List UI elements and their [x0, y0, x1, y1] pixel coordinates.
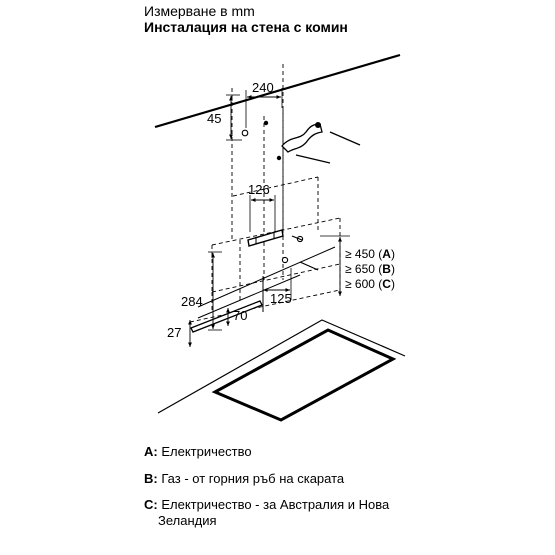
legend-key: A	[144, 444, 154, 459]
dim-240-label: 240	[252, 80, 274, 95]
dim-126	[250, 195, 275, 232]
legend-key: C	[144, 497, 154, 512]
legend-item-a: A: Електричество	[144, 444, 252, 459]
dim-70-label: 70	[233, 308, 248, 323]
dim-27-label: 27	[167, 325, 182, 340]
dim-45-label: 45	[207, 111, 222, 126]
legend-text: Електричество - за Австралия и Нова	[161, 497, 390, 512]
hob-outline	[158, 320, 405, 413]
unit-note: Измерване в mm	[144, 3, 255, 19]
clearance-c-label: ≥ 600 (C)	[345, 277, 395, 291]
clearance-a-label: ≥ 450 (A)	[345, 247, 395, 261]
legend-key: B	[144, 471, 154, 486]
hob-cooktop	[215, 330, 393, 420]
lower-bracket	[248, 230, 283, 246]
legend-item-c-continued: Зеландия	[158, 513, 217, 528]
legend-text: Газ - от горния ръб на скарата	[161, 471, 345, 486]
dim-284-label: 284	[181, 294, 203, 309]
dim-125-label: 125	[270, 291, 292, 306]
chimney-outline	[232, 64, 318, 280]
legend-text: Електричество	[161, 444, 252, 459]
ceiling-line	[155, 55, 400, 127]
dim-126-label: 126	[248, 182, 270, 197]
legend-item-b: B: Газ - от горния ръб на скарата	[144, 471, 345, 486]
fixing-lines	[198, 247, 335, 318]
upper-bracket	[282, 122, 360, 163]
clearance-b-label: ≥ 650 (B)	[345, 262, 395, 276]
legend-item-c: C: Електричество - за Австралия и Нова	[144, 497, 390, 512]
page-title: Инсталация на стена с комин	[144, 19, 348, 35]
